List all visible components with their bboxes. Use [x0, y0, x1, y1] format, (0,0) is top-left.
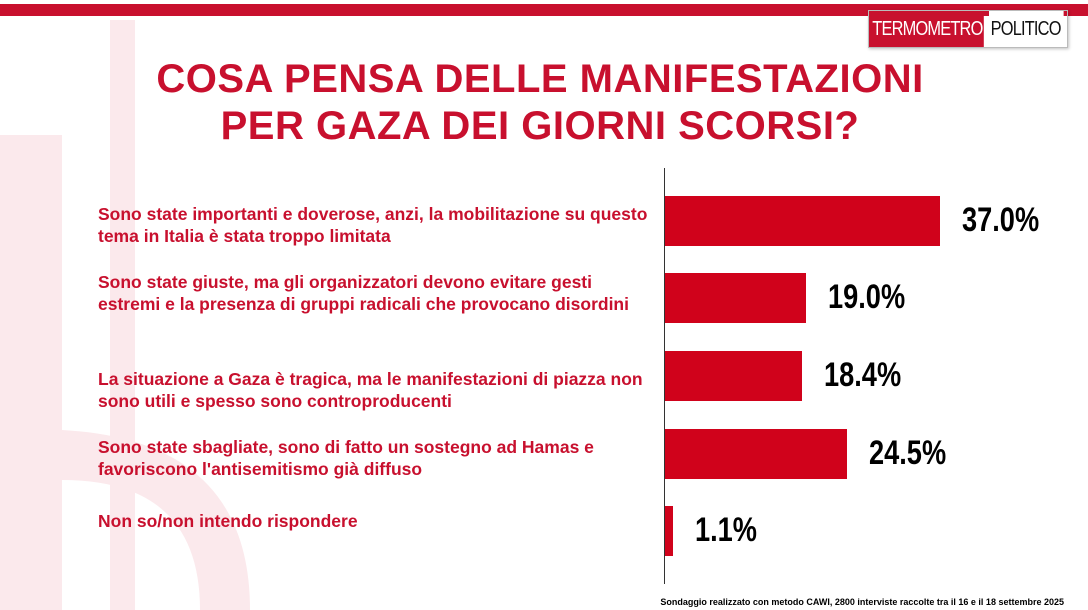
data-label: 37.0%: [962, 201, 1040, 239]
bar: [665, 196, 940, 246]
bar: [665, 506, 673, 556]
bar: [665, 273, 806, 323]
data-label: 24.5%: [869, 434, 947, 472]
logo-part-red: TERMOMETRO: [869, 11, 984, 47]
data-label: 1.1%: [695, 511, 758, 549]
data-label: 19.0%: [828, 278, 906, 316]
chart-title: [90, 56, 990, 150]
category-label: Non so/non intendo rispondere: [98, 511, 358, 531]
bar: [665, 429, 847, 479]
category-label: La situazione a Gaza è tragica, ma le manifestazioni di piazza non sono utili e spesso sono controproducenti: [98, 369, 643, 411]
title-line-2: PER GAZA DEI GIORNI SCORSI?: [220, 104, 860, 148]
category-label: Sono state sbagliate, sono di fatto un sostegno ad Hamas e favoriscono l'antisemitismo già diffuso: [98, 437, 594, 479]
data-label: 18.4%: [823, 356, 901, 394]
logo-part-white: POLITICO: [989, 11, 1064, 47]
category-label: Sono state importanti e doverose, anzi, la mobilitazione su questo tema in Italia è stata troppo limitata: [98, 204, 648, 246]
survey-footnote: Sondaggio realizzato con metodo CAWI, 2800 interviste raccolte tra il 16 e il 18 settembre 2025: [660, 597, 1064, 607]
bar: [665, 351, 802, 401]
termometro-politico-logo: [868, 10, 1068, 48]
title-line-1: COSA PENSA DELLE MANIFESTAZIONI: [156, 57, 924, 101]
category-label: Sono state giuste, ma gli organizzatori devono evitare gesti estremi e la presenza di gruppi radicali che provocano disordini: [98, 272, 629, 314]
